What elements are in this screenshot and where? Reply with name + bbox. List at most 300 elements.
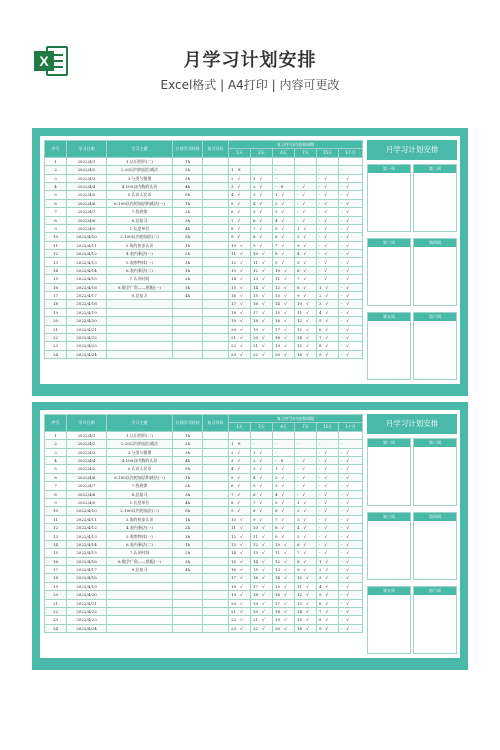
cell-topic: 6.表内乘法(二) [107,540,173,548]
review-mark: √ [346,508,349,514]
cell-review [273,308,295,316]
review-ref: 9 [275,259,278,265]
sheet-preview-2 [32,402,468,670]
review-ref: 12 [253,267,259,273]
cell-date: 2022/4/15 [67,549,107,557]
cell-review-pages [203,616,229,624]
review-mark: √ [302,217,305,223]
cell-review [251,440,273,448]
review-ref: 4 [253,200,256,206]
review-mark: √ [302,192,305,198]
review-ref: 6 [231,483,234,489]
review-ref: 1 [319,558,322,564]
cell-review [251,431,273,439]
review-ref: - [275,441,277,447]
review-ref: 11 [297,309,303,315]
cell-review [317,557,339,565]
review-ref: 1 [297,225,300,231]
review-mark: √ [262,625,265,631]
table-row [45,549,363,557]
review-mark: √ [284,343,287,349]
review-mark: √ [303,558,307,564]
review-ref: 17 [253,583,259,589]
cell-review [273,275,295,283]
cell-review [295,624,317,632]
cell-time [173,616,203,624]
review-ref: 13 [253,276,259,282]
cell-no: 7 [45,208,67,216]
cell-topic: 8.总复习 [107,490,173,498]
cell-time: 3h [173,216,203,224]
review-ref: 8 [319,343,322,349]
cell-topic: 6.100以内的加法和减法(一) [107,199,173,207]
review-mark: √ [346,499,349,505]
review-ref: 1 [275,466,278,472]
cell-review [251,574,273,582]
cell-topic: 9.总复习 [107,292,173,300]
cell-date: 2022/4/6 [67,473,107,481]
cell-review [229,515,251,523]
table-row [45,507,363,515]
cell-review [339,342,363,350]
cell-review [273,300,295,308]
review-ref: 1 [253,449,256,455]
review-ref: 18 [231,583,237,589]
review-ref: 4 [297,251,300,257]
review-ref: 13 [297,600,303,606]
cell-review [251,233,273,241]
cell-review [339,191,363,199]
review-mark: √ [259,491,263,497]
cell-date: 2022/4/17 [67,566,107,574]
review-ref: - [319,499,321,505]
review-mark: √ [302,184,305,189]
cell-review [273,490,295,498]
review-ref: - [275,184,277,189]
cell-review [251,283,273,291]
review-ref: 14 [275,575,281,581]
review-mark: √ [281,251,285,257]
review-mark: √ [303,541,307,547]
review-ref: - [319,267,321,273]
review-mark: √ [262,525,265,531]
cell-review [273,532,295,540]
col-cycle: 2天 [251,149,273,157]
review-ref: - [341,592,343,598]
cell-no: 6 [45,473,67,481]
review-mark: √ [284,558,287,564]
cell-review [251,607,273,615]
review-mark: √ [237,474,241,480]
cell-review [339,591,363,599]
cell-no: 16 [45,283,67,291]
review-mark: √ [346,466,349,472]
review-ref: - [341,541,343,547]
cell-review [317,624,339,632]
review-ref: 22 [231,343,237,349]
cell-review [317,549,339,557]
review-mark: √ [262,575,265,581]
cell-review [317,440,339,448]
review-ref: - [297,483,299,489]
review-mark: √ [240,326,243,332]
cell-review [251,350,273,358]
review-mark: √ [325,343,329,349]
cell-review [229,524,251,532]
col-review-group: 复习序号/内容和周期 [229,415,363,423]
review-ref: 14 [253,558,259,564]
review-ref: - [319,200,321,206]
cell-time: 5h [173,233,203,241]
cell-topic: 3.分类与整理 [107,174,173,182]
cell-review-pages [203,182,229,190]
table-row [45,498,363,506]
review-ref: 11 [253,533,259,539]
table-row [45,490,363,498]
review-ref: - [341,309,343,315]
review-mark: √ [303,284,307,290]
cell-no: 18 [45,574,67,582]
cell-review [251,224,273,232]
review-ref: - [297,441,299,447]
cell-review-pages [203,191,229,199]
cell-review [339,532,363,540]
cell-date: 2022/4/10 [67,233,107,241]
cell-review [295,241,317,249]
cell-review [295,557,317,565]
cell-review [295,333,317,341]
cell-topic [107,574,173,582]
cell-review [339,515,363,523]
review-ref: 4 [319,583,322,589]
review-mark: √ [284,301,287,307]
review-ref: 19 [253,326,259,332]
cell-date: 2022/4/5 [67,465,107,473]
review-ref: - [341,575,343,581]
review-mark: √ [259,466,263,472]
cell-review [339,199,363,207]
review-ref: - [319,242,321,248]
review-ref: 11 [231,251,237,257]
review-mark: √ [284,309,287,315]
review-ref: 11 [275,276,281,282]
cell-review [273,540,295,548]
cell-no: 17 [45,566,67,574]
cell-review [273,292,295,300]
cell-review [229,333,251,341]
cell-review [229,473,251,481]
review-ref: 3 [253,192,256,198]
cell-review [339,498,363,506]
cell-review [251,582,273,590]
review-ref: 2 [297,234,300,240]
cell-review [339,524,363,532]
review-ref: 12 [231,533,237,539]
review-ref: 15 [253,567,259,573]
review-mark: ✕ [280,184,284,189]
cell-review [251,266,273,274]
cell-topic [107,599,173,607]
week-box: 第二周 [413,164,457,232]
review-mark: √ [346,192,349,198]
review-ref: - [275,167,277,173]
table-row [45,566,363,574]
cell-review [295,498,317,506]
review-mark: √ [259,217,263,223]
cell-review-pages [203,266,229,274]
review-ref: 1 [231,167,234,173]
review-mark: √ [259,474,263,480]
review-mark: √ [346,558,349,564]
cell-topic: 4.100以内数的认识 [107,456,173,464]
review-ref: - [297,466,299,472]
col-cycle: 1个月 [339,423,363,431]
col-cycle: 4天 [273,423,295,431]
review-mark: √ [346,474,349,480]
cell-time: 4h [173,182,203,190]
cell-review [317,333,339,341]
cell-review [251,208,273,216]
cell-review [317,498,339,506]
review-mark: √ [325,335,329,341]
review-ref: - [341,209,343,215]
cell-review [339,440,363,448]
cell-review [295,515,317,523]
cell-time: 2h [173,250,203,258]
cell-review [295,473,317,481]
cell-time: 2h [173,524,203,532]
review-ref: 3 [231,184,234,189]
review-mark: √ [346,617,349,623]
review-ref: - [319,251,321,257]
cell-review [273,258,295,266]
week-box: 第二周 [413,438,457,506]
cell-date: 2022/4/18 [67,574,107,582]
cell-review [229,157,251,165]
cell-review-pages [203,317,229,325]
review-mark: √ [324,225,327,231]
review-mark: √ [262,592,265,598]
review-mark: √ [346,318,349,324]
cell-review [295,350,317,358]
review-ref: 1 [253,175,256,181]
cell-review-pages [203,300,229,308]
review-ref: 7 [253,225,256,231]
cell-review [295,258,317,266]
review-mark: √ [324,184,327,189]
review-mark: √ [324,259,327,265]
review-ref: 3 [231,458,234,463]
review-ref: - [319,541,321,547]
cell-topic: 7.找规律 [107,482,173,490]
review-mark: √ [259,449,263,455]
review-ref: 6 [319,326,322,332]
cell-topic: 1.认识图形(二) [107,157,173,165]
review-mark: √ [325,318,329,324]
review-ref: - [297,192,299,198]
review-mark: √ [237,225,241,231]
review-mark: √ [346,251,349,257]
review-ref: 6 [253,491,256,497]
review-ref: 7 [275,242,278,248]
review-mark: √ [325,567,329,573]
review-mark: √ [240,609,243,615]
review-ref: 8 [275,525,278,531]
review-ref: 7 [231,217,234,223]
cell-no: 22 [45,607,67,615]
cell-no: 14 [45,540,67,548]
cell-review [229,292,251,300]
review-mark: √ [306,625,309,631]
review-ref: 5 [253,209,256,215]
review-mark: √ [262,326,265,332]
cell-review [295,275,317,283]
cell-time: 1h [173,515,203,523]
review-mark: √ [240,541,243,547]
review-ref: 10 [275,541,281,547]
review-mark: √ [324,499,327,505]
review-mark: √ [240,242,243,248]
review-ref: 5 [275,225,278,231]
review-ref: 2 [275,474,278,480]
review-ref: - [341,466,343,472]
review-ref: 5 [297,259,300,265]
review-ref: 9 [275,533,278,539]
review-ref: 2 [319,567,322,573]
review-ref: - [341,458,343,463]
review-mark: √ [346,259,349,265]
review-mark: √ [306,609,309,615]
cell-review-pages [203,607,229,615]
table-row [45,224,363,232]
review-ref: 1 [275,192,278,198]
table-row [45,208,363,216]
col-review-group: 复习序号/内容和周期 [229,141,363,149]
cell-review [317,191,339,199]
cell-review-pages [203,292,229,300]
cell-review [295,208,317,216]
cell-review [273,448,295,456]
review-mark: √ [303,508,307,514]
cell-date: 2022/4/8 [67,490,107,498]
review-ref: - [341,259,343,265]
review-mark: √ [284,625,287,631]
review-mark: √ [240,567,243,573]
cell-no: 24 [45,350,67,358]
review-ref: 1 [319,284,322,290]
cell-topic [107,333,173,341]
cell-time: 3h [173,532,203,540]
cell-no: 1 [45,431,67,439]
review-ref: - [319,508,321,514]
review-mark: √ [325,609,329,615]
cell-date: 2022/4/22 [67,333,107,341]
cell-date: 2022/4/9 [67,224,107,232]
cell-review [295,465,317,473]
cell-review [339,216,363,224]
cell-review [295,456,317,464]
cell-no: 19 [45,582,67,590]
table-row [45,440,363,448]
cell-review [229,540,251,548]
weekly-panel [367,140,457,380]
review-ref: 17 [231,301,237,307]
cell-review [317,317,339,325]
cell-no: 22 [45,333,67,341]
cell-topic: 2.100以内的加法(二) [107,233,173,241]
cell-review [317,607,339,615]
cell-no: 21 [45,325,67,333]
review-ref: - [275,458,277,463]
review-ref: 7 [231,491,234,497]
cell-time: 3h [173,490,203,498]
review-mark: √ [302,200,305,206]
cell-review [317,482,339,490]
review-ref: 3 [275,209,278,215]
review-mark: √ [284,550,287,556]
cell-review [273,465,295,473]
cell-review-pages [203,431,229,439]
cell-time: 1h [173,157,203,165]
cell-review [251,532,273,540]
review-ref: 2 [275,200,278,206]
cell-review [251,342,273,350]
cell-review [229,616,251,624]
cell-review [273,241,295,249]
review-mark: √ [303,276,307,282]
col-cycle: 1天 [229,423,251,431]
review-ref: - [297,458,299,463]
cell-date: 2022/4/12 [67,250,107,258]
cell-review [229,266,251,274]
cell-review [295,283,317,291]
cell-topic: 1.长度单位 [107,224,173,232]
cell-review [273,440,295,448]
cell-time: 2h [173,440,203,448]
cell-time: 1h [173,540,203,548]
table-row [45,266,363,274]
col-topic: 学习主题 [107,415,173,432]
cell-review [229,498,251,506]
cell-date: 2022/4/24 [67,350,107,358]
cell-review [317,283,339,291]
review-mark: √ [346,309,349,315]
review-ref: 7 [319,609,322,615]
review-mark: √ [324,242,327,248]
cell-review-pages [203,465,229,473]
cell-time [173,317,203,325]
review-ref: - [341,449,343,455]
cell-review [339,157,363,165]
cell-review [317,431,339,439]
cell-review [339,599,363,607]
cell-time: 5h [173,191,203,199]
cell-review-pages [203,166,229,174]
review-mark: √ [346,592,349,598]
review-ref: 2 [231,175,234,181]
cell-topic: 4.表内乘法(一) [107,524,173,532]
review-mark: √ [237,449,241,455]
review-mark: √ [284,318,287,324]
review-ref: 19 [231,592,237,598]
review-ref: 10 [297,575,303,581]
review-mark: √ [306,309,309,315]
cell-review [229,456,251,464]
cell-review [317,591,339,599]
cell-time: 4h [173,456,203,464]
cell-date: 2022/4/14 [67,540,107,548]
cell-review [229,250,251,258]
